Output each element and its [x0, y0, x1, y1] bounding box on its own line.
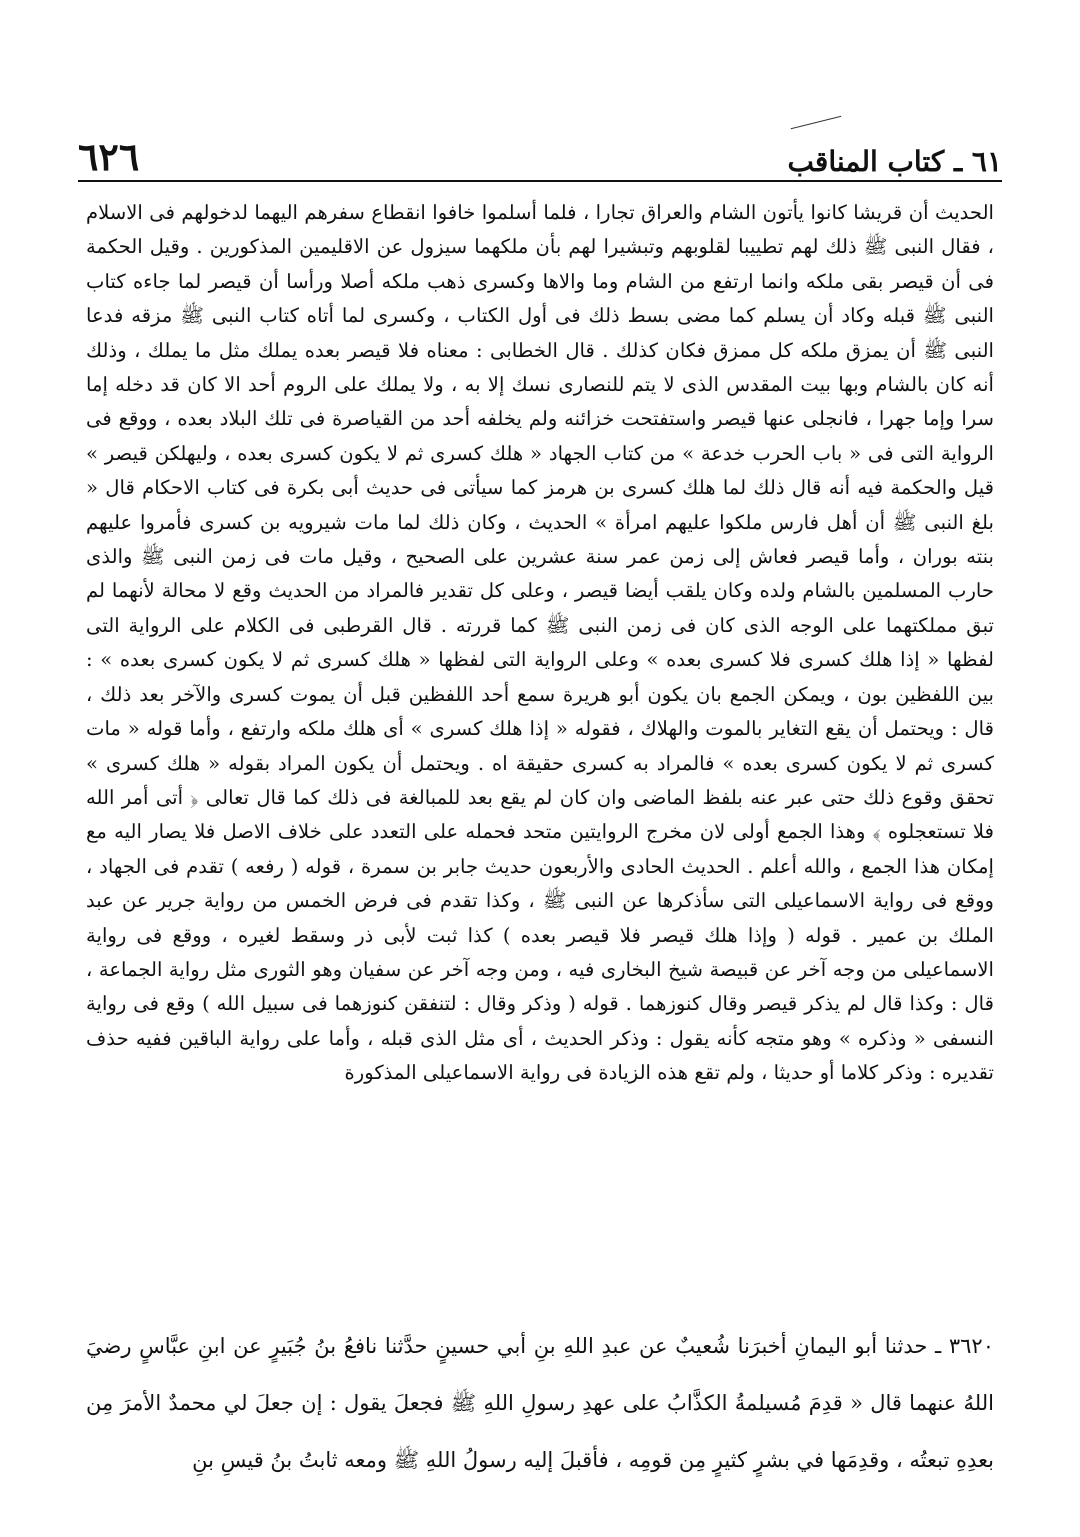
- hadith-paragraph: ٣٦٢٠ ـ حدثنا أبو اليمانِ أخبرَنا شُعيبٌ عن عبدِ اللهِ بنِ أبي حسينٍ حدَّثنا نافعُ بنُ جُبَيرٍ عن ابنِ عبَّاسٍ رضيَ اللهُ عنهما قال « قدِمَ مُسيلمةُ الكذَّابُ على عهدِ رسولِ اللهِ ﷺ فجعلَ يقول : إن جعلَ لي محمدٌ الأمرَ مِن بعدِهِ تبعتُه ، وقدِمَها في بشرٍ كثيرٍ مِن قومِه ، فأقبلَ إليه رسولُ اللهِ ﷺ ومعه ثابتُ بنُ قيسِ بنِ: [86, 1334, 994, 1472]
- hadith-text: [86, 1318, 994, 1489]
- commentary-text: [86, 196, 994, 1091]
- page-number: ٦٢٦: [78, 134, 140, 179]
- page-header: [78, 128, 1002, 179]
- chapter-title: ٦١ ـ كتاب المناقب: [787, 145, 1002, 178]
- header-rule: [78, 180, 1002, 182]
- commentary-paragraph: الحديث أن قريشا كانوا يأتون الشام والعراق تجارا ، فلما أسلموا خافوا انقطاع سفرهم اليهما لدخولهم فى الاسلام ، فقال النبى ﷺ ذلك لهم تطييبا لقلوبهم وتبشيرا لهم بأن ملكهما سيزول عن الاقليمين المذكورين . وقيل الحكمة فى أن قيصر بقى ملكه وانما ارتفع من الشام وما والاها وكسرى ذهب ملكه أصلا ورأسا أن قيصر لما جاءه كتاب النبى ﷺ قبله وكاد أن يسلم كما مضى بسط ذلك فى أول الكتاب ، وكسرى لما أتاه كتاب النبى ﷺ مزقه فدعا النبى ﷺ أن يمزق ملكه كل ممزق فكان كذلك . قال الخطابى : معناه فلا قيصر بعده يملك مثل ما يملك ، وذلك أنه كان بالشام وبها بيت المقدس الذى لا يتم للنصارى نسك إلا به ، ولا يملك على الروم أحد الا كان قد دخله إما سرا وإما جهرا ، فانجلى عنها قيصر واستفتحت خزائنه ولم يخلفه أحد من القياصرة فى تلك البلاد بعده ، ووقع فى الرواية التى فى « باب الحرب خدعة » من كتاب الجهاد « هلك كسرى ثم لا يكون كسرى بعده ، وليهلكن قيصر » قيل والحكمة فيه أنه قال ذلك لما هلك كسرى بن هرمز كما سيأتى فى حديث أبى بكرة فى كتاب الاحكام قال « بلغ النبى ﷺ أن أهل فارس ملكوا عليهم امرأة » الحديث ، وكان ذلك لما مات شيرويه بن كسرى فأمروا عليهم بنته بوران ، وأما قيصر فعاش إلى زمن عمر سنة عشرين على الصحيح ، وقيل مات فى زمن النبى ﷺ والذى حارب المسلمين بالشام ولده وكان يلقب أيضا قيصر ، وعلى كل تقدير فالمراد من الحديث وقع لا محالة لأنهما لم تبق مملكتهما على الوجه الذى كان فى زمن النبى ﷺ كما قررته . قال القرطبى فى الكلام على الرواية التى لفظها « إذا هلك كسرى فلا كسرى بعده » وعلى الرواية التى لفظها « هلك كسرى ثم لا يكون كسرى بعده » : بين اللفظين بون ، ويمكن الجمع بان يكون أبو هريرة سمع أحد اللفظين قبل أن يموت كسرى والآخر بعد ذلك ، قال : ويحتمل أن يقع التغاير بالموت والهلاك ، فقوله « إذا هلك كسرى » أى هلك ملكه وارتفع ، وأما قوله « مات كسرى ثم لا يكون كسرى بعده » فالمراد به كسرى حقيقة اه . ويحتمل أن يكون المراد بقوله « هلك كسرى » تحقق وقوع ذلك حتى عبر عنه بلفظ الماضى وان كان لم يقع بعد للمبالغة فى ذلك كما قال تعالى ﴿ أتى أمر الله فلا تستعجلوه ﴾ وهذا الجمع أولى لان مخرج الروايتين متحد فحمله على التعدد على خلاف الاصل فلا يصار اليه مع إمكان هذا الجمع ، والله أعلم . الحديث الحادى والأربعون حديث جابر بن سمرة ، قوله ( رفعه ) تقدم فى الجهاد ، ووقع فى رواية الاسماعيلى التى سأذكرها عن النبى ﷺ ، وكذا تقدم فى فرض الخمس من رواية جرير عن عبد الملك بن عمير . قوله ( وإذا هلك قيصر فلا قيصر بعده ) كذا ثبت لأبى ذر وسقط لغيره ، ووقع فى رواية الاسماعيلى من وجه آخر عن قبيصة شيخ البخارى فيه ، ومن وجه آخر عن سفيان وهو الثورى مثل رواية الجماعة ، قال : وكذا قال لم يذكر قيصر وقال كنوزهما . قوله ( وذكر وقال : لتنفقن كنوزهما فى سبيل الله ) وقع فى رواية النسفى « وذكره » وهو متجه كأنه يقول : وذكر الحديث ، أى مثل الذى قبله ، وأما على رواية الباقين ففيه حذف تقديره : وذكر كلاما أو حديثا ، ولم تقع هذه الزيادة فى رواية الاسماعيلى المذكورة: [86, 201, 995, 1085]
